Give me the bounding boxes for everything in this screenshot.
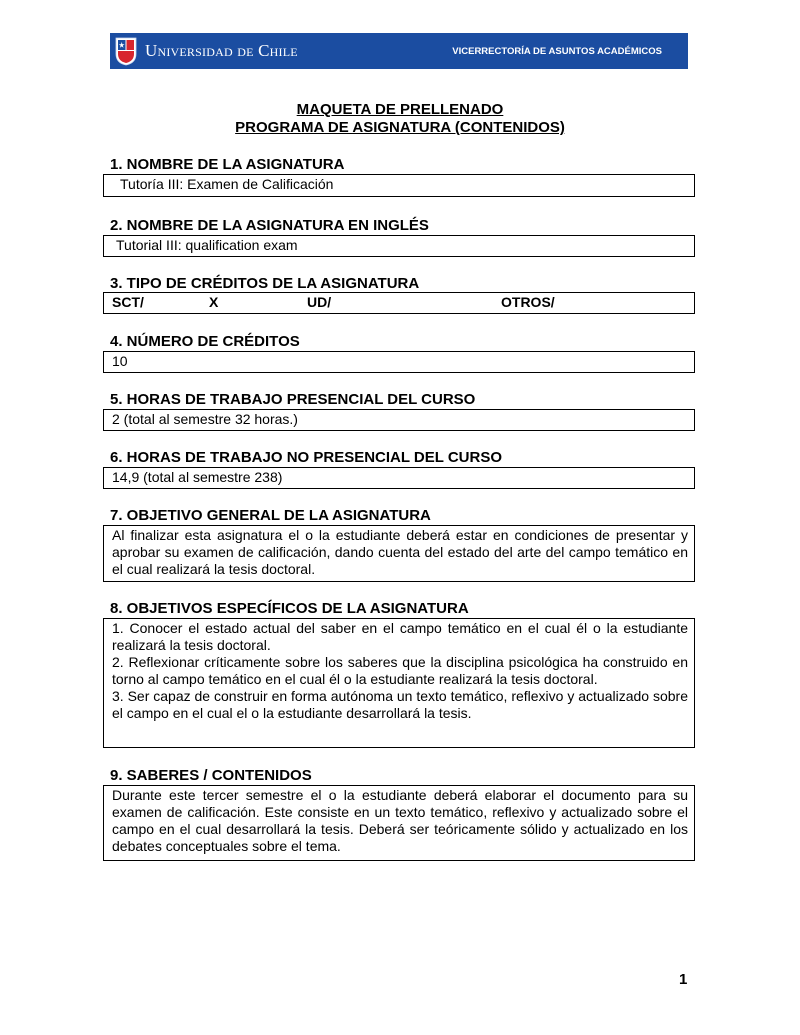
non-presential-hours-value: 14,9 (total al semestre 238): [112, 469, 283, 485]
title-line-2: PROGRAMA DE ASIGNATURA (CONTENIDOS): [235, 119, 565, 136]
presential-hours-value: 2 (total al semestre 32 horas.): [112, 411, 298, 427]
section-1-title: 1. NOMBRE DE LA ASIGNATURA: [110, 156, 345, 173]
credits-number-value: 10: [112, 353, 128, 369]
vicerrectoria-label: VICERRECTORÍA DE ASUNTOS ACADÉMICOS: [452, 45, 662, 57]
section-9-box: [103, 785, 695, 861]
section-6-title: 6. HORAS DE TRABAJO NO PRESENCIAL DEL CURSO: [110, 449, 502, 466]
course-name-value: Tutoría III: Examen de Calificación: [120, 176, 334, 192]
university-brand: [110, 33, 298, 69]
credit-type-mark: X: [209, 294, 219, 310]
section-5-title: 5. HORAS DE TRABAJO PRESENCIAL DEL CURSO: [110, 391, 476, 408]
section-3-title: 3. TIPO DE CRÉDITOS DE LA ASIGNATURA: [110, 275, 420, 292]
section-7-box: [103, 525, 695, 582]
section-4-title: 4. NÚMERO DE CRÉDITOS: [110, 333, 300, 350]
section-8-title: 8. OBJETIVOS ESPECÍFICOS DE LA ASIGNATURA: [110, 600, 469, 617]
section-3-box: [103, 292, 695, 314]
section-6-box: [103, 467, 695, 489]
credit-type-otros: OTROS/: [501, 294, 555, 310]
section-2-title: 2. NOMBRE DE LA ASIGNATURA EN INGLÉS: [110, 217, 429, 234]
header-banner: [110, 33, 688, 69]
specific-objective-item: 3. Ser capaz de construir en forma autónoma un texto temático, reflexivo y actualizado sobre el campo en el cual el o la estudiante desarrollará la tesis.: [112, 688, 688, 721]
page-number: 1: [679, 971, 688, 988]
credit-type-sct: SCT/: [112, 294, 144, 310]
general-objective-text: Al finalizar esta asignatura el o la estudiante deberá estar en condiciones de presentar y aprobar su examen de calificación, dando cuenta del estado del arte del campo temático en el cual realizará la tesis doctoral.: [112, 527, 688, 577]
specific-objective-item: 2. Reflexionar críticamente sobre los saberes que la disciplina psicológica ha construido en torno al campo temático en el cual él o la estudiante realizará la tesis doctoral.: [112, 654, 688, 687]
section-5-box: [103, 409, 695, 431]
section-4-box: [103, 351, 695, 373]
section-8-box: [103, 618, 695, 748]
credit-type-ud: UD/: [307, 294, 332, 310]
document-title: [0, 101, 800, 137]
university-name: Universidad de Chile: [145, 41, 298, 60]
section-9-title: 9. SABERES / CONTENIDOS: [110, 767, 312, 784]
contents-text: Durante este tercer semestre el o la estudiante deberá elaborar el documento para su examen de calificación. Este consiste en un texto temático, reflexivo y actualizado sobre el campo en el cual desarrollará la tesis. Deberá ser teóricamente sólido y actualizado en los debates conceptuales sobre el tema.: [112, 787, 688, 854]
section-7-title: 7. OBJETIVO GENERAL DE LA ASIGNATURA: [110, 507, 431, 524]
section-1-box: [103, 174, 695, 197]
title-line-1: MAQUETA DE PRELLENADO: [296, 101, 504, 118]
course-name-english-value: Tutorial III: qualification exam: [116, 237, 298, 253]
specific-objective-item: 1. Conocer el estado actual del saber en el campo temático en el cual él o la estudiante realizará la tesis doctoral.: [112, 620, 688, 653]
university-crest-icon: [115, 36, 137, 66]
section-2-box: [103, 235, 695, 257]
